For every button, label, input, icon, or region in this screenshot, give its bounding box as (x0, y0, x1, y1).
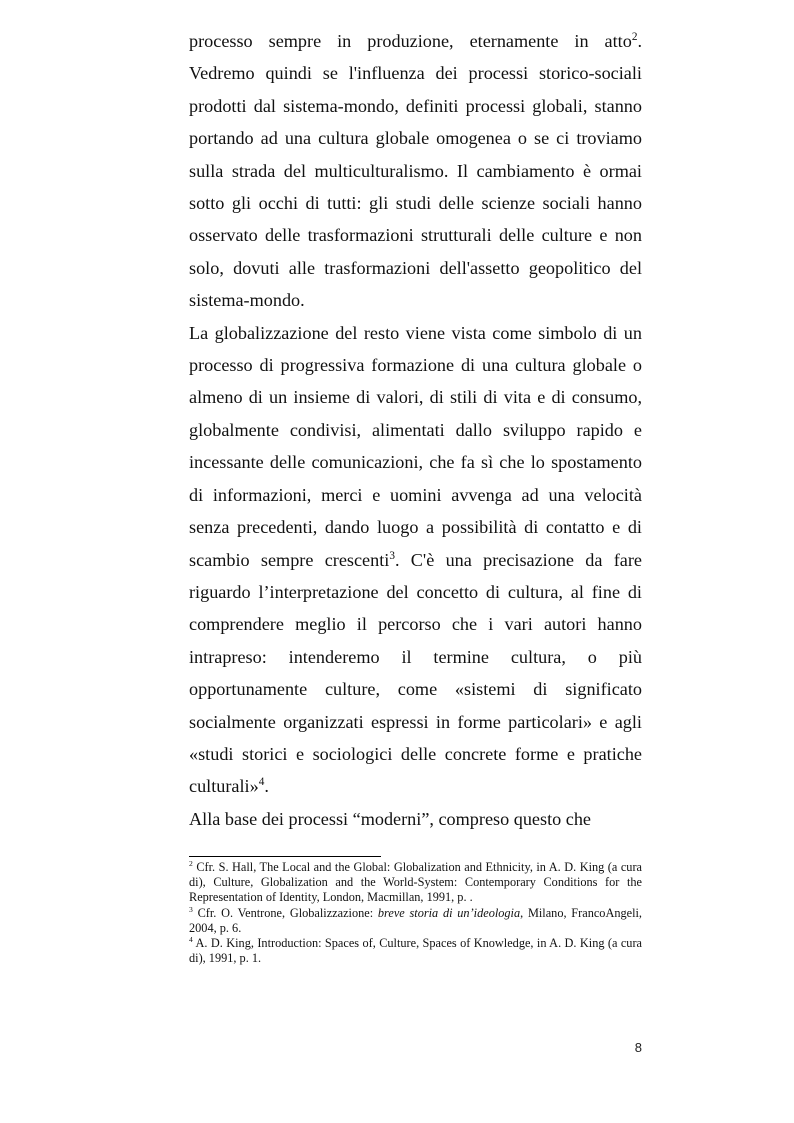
footnote-separator (189, 856, 381, 857)
footnote-3: $^3$ Cfr. O. Ventrone, Globalizzazione: breve storia di un’ideologia, Milano, FrancoAngeli, 2004, p. 6. (189, 904, 642, 935)
footnote-ref-2[interactable]: 2 (631, 30, 638, 43)
body-text (189, 25, 642, 835)
footnotes (189, 860, 642, 966)
paragraph-2: La globalizzazione del resto viene vista come simbolo di un processo di progressiva formazione di una cultura globale o almeno di un insieme di valori, di stili di vita e di consumo, globalmente condivisi, alimentati dallo sviluppo rapido e incessante delle comunicazioni, che fa sì che lo spostamento di informazioni, merci e uomini avvenga ad una velocità senza precedenti, dando luogo a possibilità di contatto e di scambio sempre crescenti$^3$. C'è una precisazione da fare riguardo l’interpretazione del concetto di cultura, al fine di comprendere meglio il percorso che i vari autori hanno intrapreso: intenderemo il termine cultura, o più opportunamente culture, come «sistemi di significato socialmente organizzati espressi in forme particolari» e agli «studi storici e sociologici delle concrete forme e pratiche culturali»$^4$. (189, 322, 642, 797)
footnote-ref-3[interactable]: 3 (389, 549, 395, 562)
paragraph-1: processo sempre in produzione, eternamente in atto$^2$. Vedremo quindi se l'influenza dei processi storico-sociali prodotti dal sistema-mondo, definiti processi globali, stanno portando ad una cultura globale omogenea o se ci troviamo sulla strada del multiculturalismo. Il cambiamento è ormai sotto gli occhi di tutti: gli studi delle scienze sociali hanno osservato delle trasformazioni strutturali delle culture e non solo, dovuti alle trasformazioni dell'assetto geopolitico del sistema-mondo. (189, 30, 642, 311)
footnote-4: $^4$ A. D. King, Introduction: Spaces of, Culture, Spaces of Knowledge, in A. D. King (a cura di), 1991, p. 1. (189, 934, 642, 966)
footnote-2: $^2$ Cfr. S. Hall, The Local and the Global: Globalization and Ethnicity, in A. D. King (a cura di), Culture, Globalization and the World-System: Contemporary Conditions for the Representation of Identity, London, Macmillan, 1991, p. . (189, 858, 643, 905)
paragraph-3: Alla base dei processi “moderni”, compreso questo che (189, 808, 592, 829)
footnote-ref-4[interactable]: 4 (258, 776, 265, 789)
page-number: 8 (634, 1040, 642, 1055)
